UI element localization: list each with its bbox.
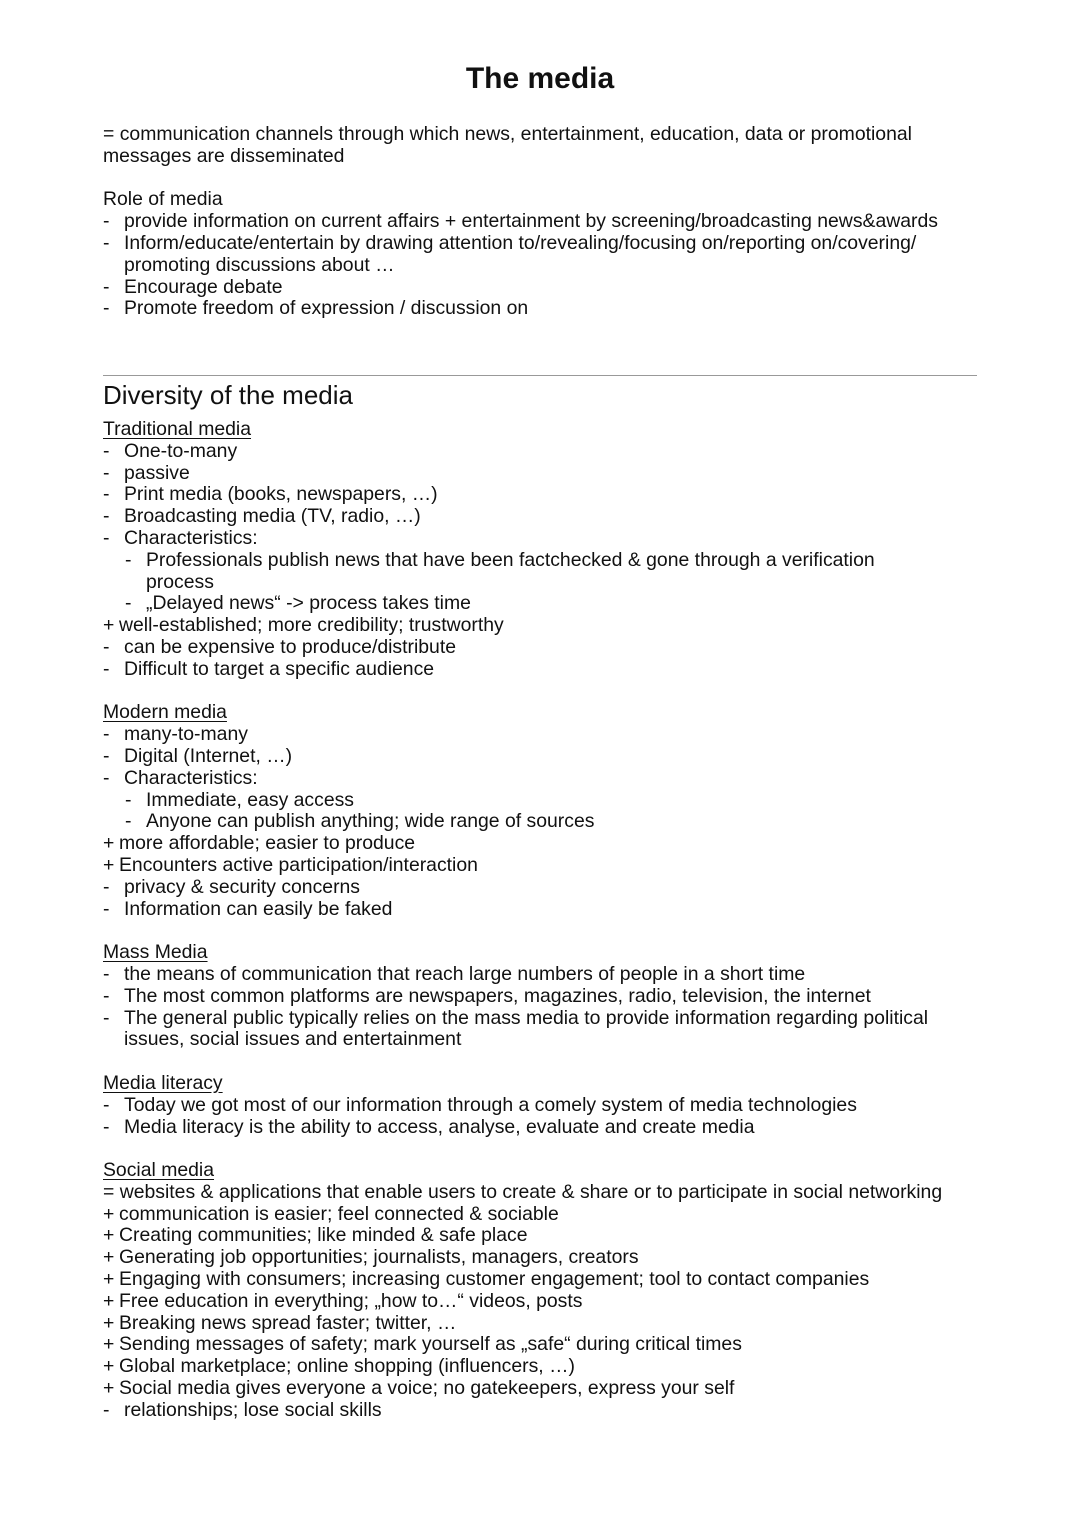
list-item [103, 1356, 1003, 1378]
dash-marker: - [103, 723, 110, 746]
line-text: promoting discussions about … [124, 253, 395, 276]
subheading [103, 419, 1003, 441]
line-text: Information can easily be faked [124, 897, 393, 920]
blank-line [103, 920, 1003, 942]
list-item [103, 1225, 1003, 1247]
dash-marker: - [103, 210, 110, 233]
line-text: Today we got most of our information through a comely system of media technologies [124, 1093, 857, 1116]
dash-marker: - [103, 526, 110, 549]
list-item [103, 964, 1003, 986]
line-text: issues, social issues and entertainment [124, 1028, 462, 1051]
list-item [103, 277, 1003, 299]
list-item [103, 550, 1003, 572]
section-heading: Diversity of the media [103, 380, 353, 410]
line-text: more affordable; easier to produce [119, 832, 416, 855]
list-item [103, 298, 1003, 320]
blank-line [103, 168, 1003, 190]
line-text: Free education in everything; „how to…“ videos, posts [119, 1289, 583, 1312]
dash-marker: - [125, 788, 132, 811]
list-item [103, 1334, 1003, 1356]
line-text: Traditional media [103, 418, 252, 440]
list-item [103, 1117, 1003, 1139]
line-text: Engaging with consumers; increasing customer engagement; tool to contact companies [119, 1268, 870, 1291]
line-text: process [146, 570, 214, 593]
dash-marker: - [103, 231, 110, 254]
dash-marker: - [125, 810, 132, 833]
dash-marker: - [103, 962, 110, 985]
list-item [103, 877, 1003, 899]
intro-block [103, 124, 1003, 320]
dash-marker: - [103, 635, 110, 658]
list-item [103, 1378, 1003, 1400]
list-item [103, 572, 1003, 594]
list-item [103, 124, 1003, 146]
list-item [103, 899, 1003, 921]
line-text: the means of communication that reach large numbers of people in a short time [124, 962, 806, 985]
subheading [103, 942, 1003, 964]
list-item [103, 746, 1003, 768]
line-text: communication is easier; feel connected & sociable [119, 1202, 559, 1225]
list-item [103, 441, 1003, 463]
plus-marker: + [103, 614, 115, 637]
line-text: Encourage debate [124, 275, 283, 298]
line-text: The general public typically relies on the mass media to provide information regarding political [124, 1006, 929, 1029]
line-text: Inform/educate/entertain by drawing attention to/revealing/focusing on/reporting on/covering/ [124, 231, 917, 254]
line-text: „Delayed news“ -> process takes time [146, 592, 471, 615]
line-text: Promote freedom of expression / discussion on [124, 297, 529, 320]
line-text: privacy & security concerns [124, 875, 361, 898]
line-text: can be expensive to produce/distribute [124, 635, 457, 658]
dash-marker: - [103, 1115, 110, 1138]
line-text: Breaking news spread faster; twitter, … [119, 1311, 457, 1334]
list-item [103, 1291, 1003, 1313]
dash-marker: - [103, 505, 110, 528]
plus-marker: + [103, 1377, 115, 1400]
subheading [103, 702, 1003, 724]
list-item [103, 1182, 1003, 1204]
dash-marker: - [103, 875, 110, 898]
plus-marker: + [103, 1246, 115, 1269]
plus-marker: + [103, 1202, 115, 1225]
list-item [103, 233, 1003, 255]
dash-marker: - [103, 1006, 110, 1029]
dash-marker: - [103, 439, 110, 462]
dash-marker: - [103, 461, 110, 484]
line-text: Print media (books, newspapers, …) [124, 483, 438, 506]
line-text: Media literacy is the ability to access, analyse, evaluate and create media [124, 1115, 755, 1138]
plus-marker: + [103, 1355, 115, 1378]
line-text: Social media gives everyone a voice; no gatekeepers, express your self [119, 1377, 735, 1400]
line-text: Role of media [103, 188, 223, 211]
list-item [103, 724, 1003, 746]
list-item [103, 1313, 1003, 1335]
line-text: Social media [103, 1159, 215, 1182]
list-item [103, 855, 1003, 877]
line-text: passive [124, 461, 190, 484]
dash-marker: - [103, 984, 110, 1007]
list-item [103, 255, 1003, 277]
list-item [103, 811, 1003, 833]
body-block [103, 419, 1003, 1422]
plus-marker: + [103, 1311, 115, 1334]
line-text: Professionals publish news that have been factchecked & gone through a verification [146, 548, 875, 571]
dash-marker: - [125, 548, 132, 571]
blank-line [103, 1138, 1003, 1160]
line-text: well-established; more credibility; trustworthy [119, 614, 504, 637]
line-text: = communication channels through which news, entertainment, education, data or promotional [103, 123, 912, 145]
list-item [103, 768, 1003, 790]
list-item [103, 484, 1003, 506]
line-text: Sending messages of safety; mark yourself as „safe“ during critical times [119, 1333, 742, 1356]
plus-marker: + [103, 1224, 115, 1247]
list-item [103, 790, 1003, 812]
line-text: Global marketplace; online shopping (influencers, …) [119, 1355, 575, 1378]
line-text: Characteristics: [124, 766, 258, 789]
list-item [103, 1247, 1003, 1269]
list-item [103, 986, 1003, 1008]
plus-marker: + [103, 1268, 115, 1291]
dash-marker: - [103, 766, 110, 789]
line-text: Characteristics: [124, 526, 258, 549]
line-text: Media literacy [103, 1071, 223, 1094]
dash-marker: - [103, 275, 110, 298]
line-text: many-to-many [124, 723, 248, 746]
page-title: The media [465, 62, 615, 95]
list-item [103, 659, 1003, 681]
line-text: The most common platforms are newspapers, magazines, radio, television, the internet [124, 984, 871, 1007]
subheading [103, 1160, 1003, 1182]
line-text: Immediate, easy access [146, 788, 354, 811]
subheading [103, 1073, 1003, 1095]
list-item [103, 1269, 1003, 1291]
line-text: One-to-many [124, 439, 238, 462]
line-text: provide information on current affairs + entertainment by screening/broadcasting news&awards [124, 210, 938, 233]
blank-line [103, 681, 1003, 703]
line-text: Generating job opportunities; journalists, managers, creators [119, 1246, 639, 1269]
list-item [103, 528, 1003, 550]
list-item [103, 1095, 1003, 1117]
list-item [103, 637, 1003, 659]
line-text: Anyone can publish anything; wide range of sources [146, 810, 595, 833]
dash-marker: - [103, 1093, 110, 1116]
plus-marker: + [103, 853, 115, 876]
dash-marker: - [125, 592, 132, 615]
line-text: Difficult to target a specific audience [124, 657, 435, 680]
list-item [103, 593, 1003, 615]
plus-marker: + [103, 1289, 115, 1312]
list-item [103, 1400, 1003, 1422]
list-item [103, 463, 1003, 485]
list-item [103, 146, 1003, 168]
line-text: Encounters active participation/interaction [119, 853, 478, 876]
list-item [103, 1029, 1003, 1051]
dash-marker: - [103, 297, 110, 320]
list-item [103, 1204, 1003, 1226]
list-item [103, 189, 1003, 211]
dash-marker: - [103, 483, 110, 506]
line-text: Modern media [103, 701, 227, 724]
list-item [103, 833, 1003, 855]
list-item [103, 211, 1003, 233]
line-text: Digital (Internet, …) [124, 744, 293, 767]
dash-marker: - [103, 1398, 110, 1421]
line-text: relationships; lose social skills [124, 1398, 382, 1421]
line-text: Creating communities; like minded & safe place [119, 1224, 528, 1247]
dash-marker: - [103, 657, 110, 680]
dash-marker: - [103, 744, 110, 767]
line-text: messages are disseminated [103, 144, 345, 167]
plus-marker: + [103, 832, 115, 855]
divider [103, 375, 977, 376]
line-text: Mass Media [103, 941, 208, 964]
plus-marker: + [103, 1333, 115, 1356]
list-item [103, 506, 1003, 528]
line-text: Broadcasting media (TV, radio, …) [124, 505, 421, 528]
list-item [103, 1008, 1003, 1030]
dash-marker: - [103, 897, 110, 920]
blank-line [103, 1051, 1003, 1073]
list-item [103, 615, 1003, 637]
line-text: = websites & applications that enable users to create & share or to participate in social networking [103, 1180, 943, 1203]
